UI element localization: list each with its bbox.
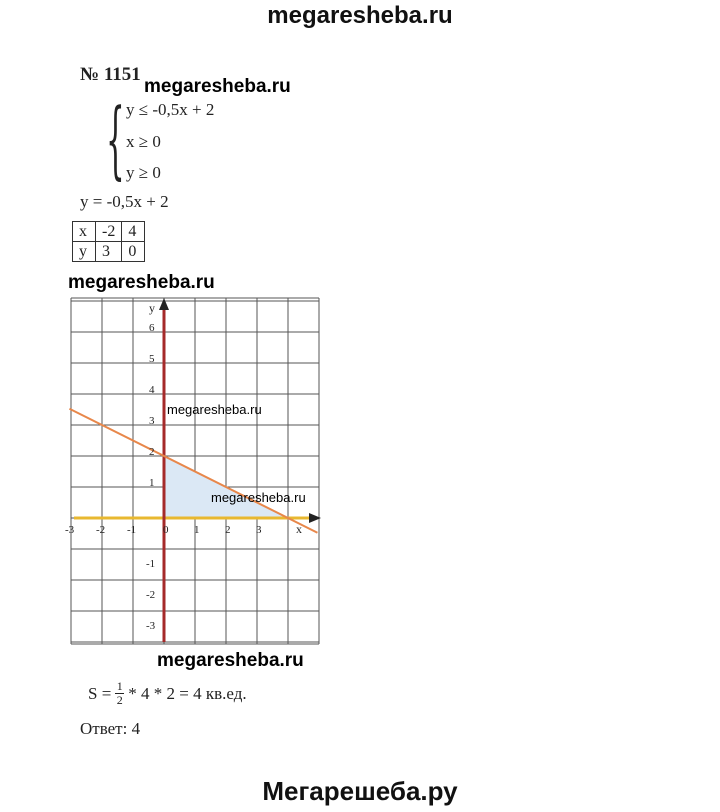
fraction [115, 680, 124, 707]
fraction-numerator: 1 [116, 679, 123, 693]
y-axis-arrow [159, 298, 169, 310]
x-axis-label: x [296, 522, 302, 536]
graph-watermark: megaresheba.ru [211, 490, 306, 505]
y-tick-label: -3 [146, 620, 156, 632]
inequality-3: y ≥ 0 [126, 163, 161, 182]
y-tick-label: 6 [149, 322, 155, 334]
area-formula [88, 680, 247, 707]
fraction-denominator: 2 [116, 693, 123, 707]
y-tick-label: 1 [149, 477, 155, 489]
table-cell: y [73, 242, 96, 262]
y-tick-label: 4 [149, 384, 155, 396]
watermark-label: megaresheba.ru [157, 650, 304, 671]
y-tick-label: 5 [149, 353, 155, 365]
problem-number: № 1151 [80, 64, 141, 85]
formula-prefix: S = [88, 683, 112, 703]
table-cell: 0 [122, 242, 145, 262]
x-tick-label: -1 [127, 524, 137, 536]
x-tick-label: -3 [65, 524, 75, 536]
table-cell: 3 [96, 242, 122, 262]
y-tick-label: 3 [149, 415, 155, 427]
x-tick-label: 0 [163, 524, 169, 536]
answer: Ответ: 4 [80, 719, 141, 738]
x-tick-label: 1 [194, 524, 200, 536]
y-axis-label: y [149, 301, 155, 315]
y-tick-label: 2 [149, 446, 155, 458]
footer-watermark: Мегарешеба.ру [262, 776, 458, 806]
x-tick-label: -2 [96, 524, 106, 536]
table-cell: 4 [122, 222, 145, 242]
watermark-label: megaresheba.ru [68, 272, 215, 293]
x-tick-label: 2 [225, 524, 231, 536]
inequality-1: y ≤ -0,5x + 2 [126, 100, 215, 119]
formula-suffix: * 4 * 2 = 4 кв.ед. [128, 683, 247, 703]
line-equation: y = -0,5x + 2 [80, 192, 169, 211]
inequality-2: x ≥ 0 [126, 132, 161, 151]
y-tick-label: -1 [146, 558, 156, 570]
header-watermark: megaresheba.ru [267, 2, 453, 29]
table-cell: -2 [96, 222, 122, 242]
x-tick-label: 3 [256, 524, 262, 536]
graph-watermark: megaresheba.ru [167, 402, 262, 417]
watermark-label: megaresheba.ru [144, 76, 291, 97]
table-cell: x [73, 222, 96, 242]
y-tick-label: -2 [146, 589, 156, 601]
system-brace: { [106, 90, 125, 188]
